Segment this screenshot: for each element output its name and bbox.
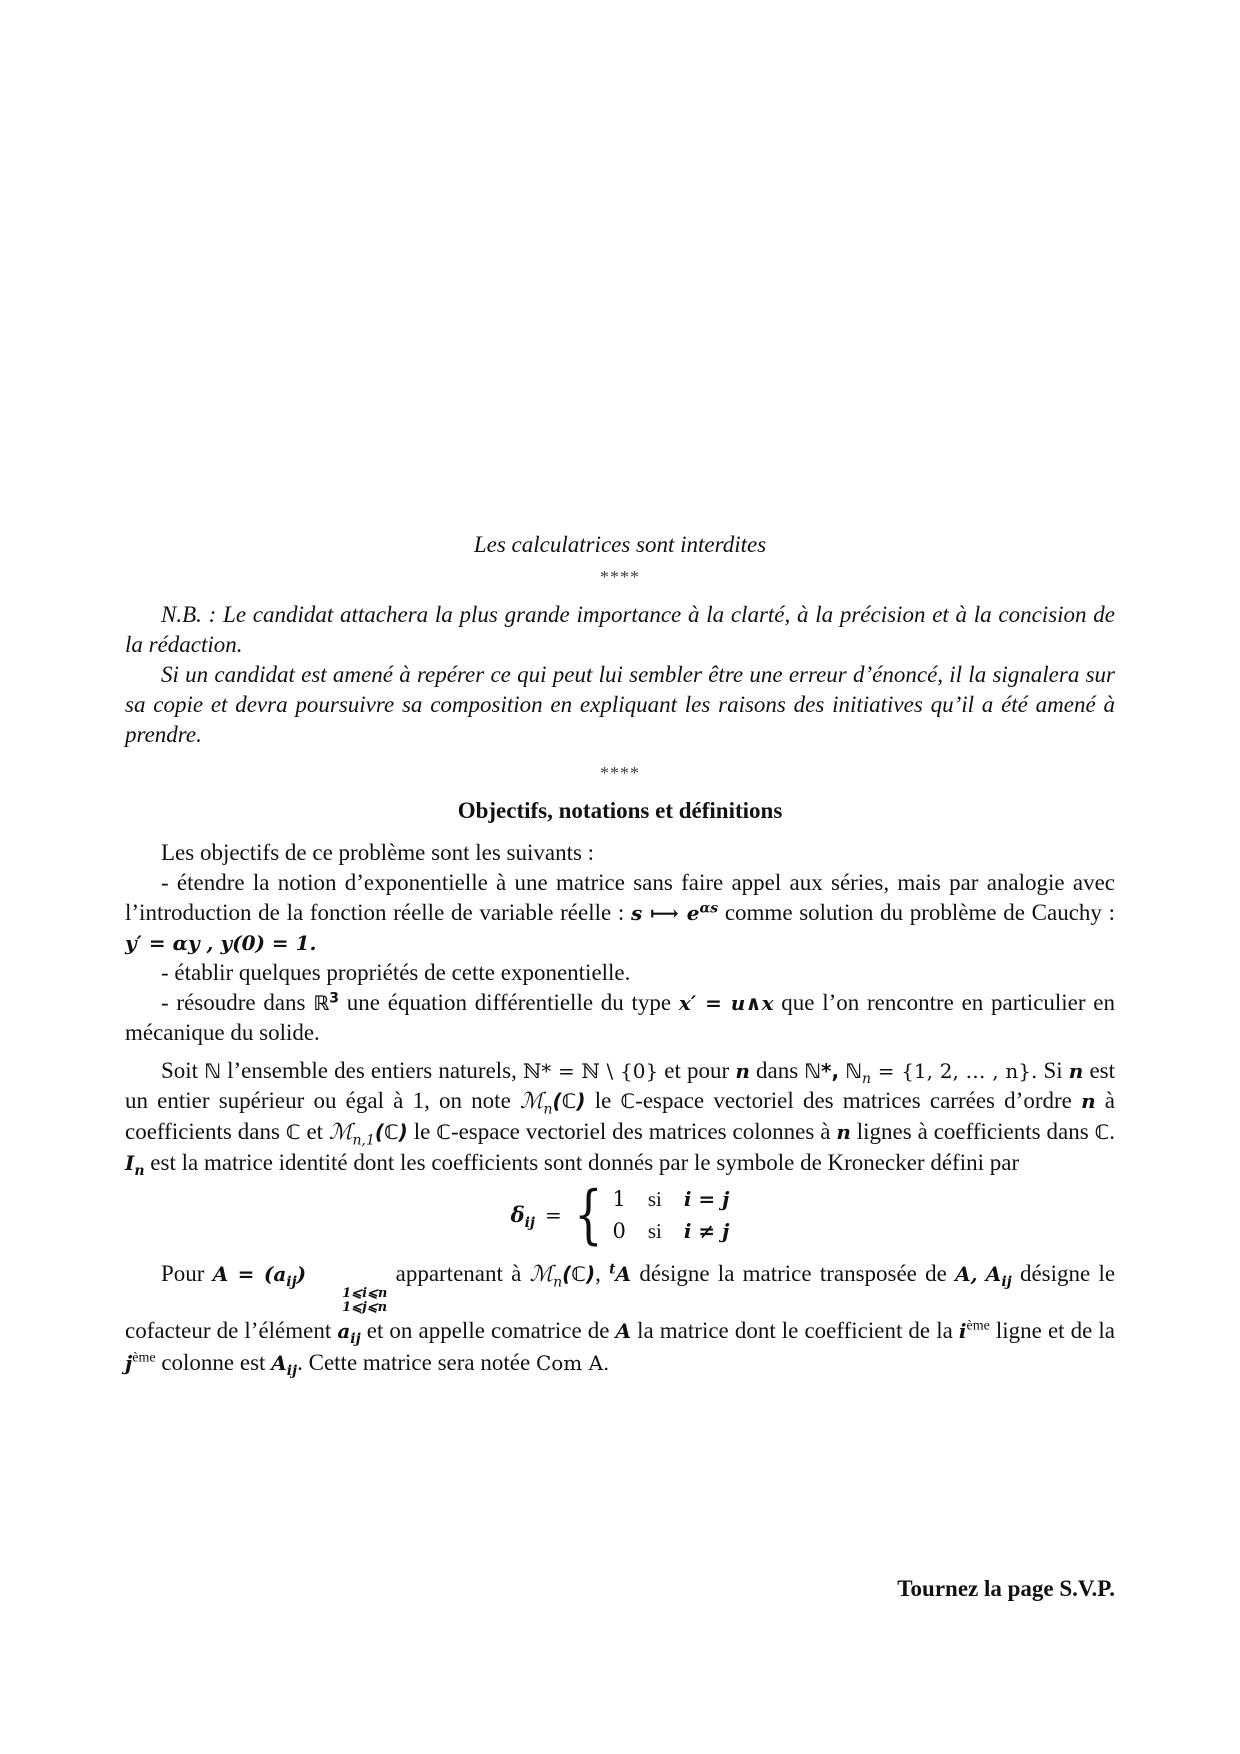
objective-3: - résoudre dans ℝ$^3$ une équation différentielle du type x′ = u∧x que l’on rencontre en particulier en mécanique du solide. [125, 990, 1116, 1045]
math-com: Com A. [535, 1351, 610, 1375]
comatrix-paragraph: Pour $A = (a_{ij})$ 1⩽i⩽n 1⩽j⩽n appartenant à ℳ$_n$(ℂ), $^t$A désigne la matrice transposée de A, $A_{ij}$ désigne le cofacteur de l’élément $a_{ij}$ et on appelle comatrice de A la matrice dont le coefficient de la $i^{ème}$ ligne et de la $j^{ème}$ colonne est $A_{ij}$. Cette matrice sera notée Com A. [125, 1261, 1116, 1379]
kronecker-cases: 1 si i = j 0 si i ≠ j [612, 1187, 730, 1243]
math-mn1: ℳ$_{n,1}$(ℂ) [328, 1120, 408, 1149]
kronecker-lhs: $\delta_{ij}$ [510, 1202, 535, 1232]
math-diff-eq: x′ = u∧x [678, 991, 774, 1015]
math-index-range: 1⩽i⩽n 1⩽j⩽n [342, 1286, 388, 1315]
calculator-notice: Les calculatrices sont interdites [473, 532, 767, 557]
exam-page [125, 0, 1115, 1754]
math-transpose: $^t$A [609, 1261, 632, 1286]
math-nn: ℕ$_n$ = {1, 2, … , n}. [845, 1059, 1038, 1087]
math-r3: ℝ$^3$ [313, 990, 340, 1015]
turn-page-notice: Tournez la page S.V.P. [897, 1576, 1115, 1601]
math-cofactor: $A_{ij}$ [985, 1262, 1012, 1290]
math-a-def: $A = (a_{ij})$ [212, 1262, 307, 1290]
section-title: Objectifs, notations et définitions [457, 798, 783, 823]
math-cauchy: y′ = αy , y(0) = 1. [125, 931, 317, 955]
left-brace-icon: { [573, 1178, 603, 1252]
notation-paragraph: Soit ℕ l’ensemble des entiers naturels, ℕ* = ℕ \ {0} et pour n dans ℕ*, ℕ$_n$ = {1, 2, … , n}. Si n est un entier supérieur ou égal à 1, on note ℳ$_n$(ℂ) le ℂ-espace vectoriel des matrices carrées d’ordre n à coefficients dans ℂ et ℳ$_{n,1}$(ℂ) le ℂ-espace vectoriel des matrices colonnes à n lignes à coefficients dans ℂ. $I_n$ est la matrice identité dont les coefficients sont donnés par le symbole de Kronecker défini par [125, 1058, 1116, 1179]
objectives-intro: Les objectifs de ce problème sont les suivants : [161, 840, 595, 865]
objective-1: - étendre la notion d’exponentielle à une matrice sans faire appel aux séries, mais par analogie avec l’introduction de la fonction réelle de variable réelle : s ⟼ $e^{\alpha s}$ comme solution du problème de Cauchy : y′ = αy , y(0) = 1. [125, 870, 1116, 955]
math-nstar: ℕ* = ℕ \ {0} [523, 1059, 659, 1083]
math-mn: ℳ$_n$(ℂ) [519, 1089, 586, 1118]
math-identity: $I_n$ [125, 1151, 145, 1179]
erratum-paragraph: Si un candidat est amené à repérer ce qui peut lui sembler être une erreur d’énoncé, il la signalera sur sa copie et devra poursuivre sa composition en expliquant les raisons des initiatives qu’il a été amené à prendre. [125, 662, 1115, 747]
math-exp-map: s ⟼ $e^{\alpha s}$ [630, 900, 719, 925]
separator-stars: **** [600, 567, 640, 587]
objective-2: - établir quelques propriétés de cette exponentielle. [161, 960, 631, 985]
nb-paragraph: N.B. : Le candidat attachera la plus grande importance à la clarté, à la précision et à la concision de la rédaction. [125, 602, 1115, 657]
separator-stars: **** [600, 763, 640, 783]
kronecker-formula: $\delta_{ij}$ = { 1 si i = j 0 si i ≠ j [510, 1178, 730, 1252]
